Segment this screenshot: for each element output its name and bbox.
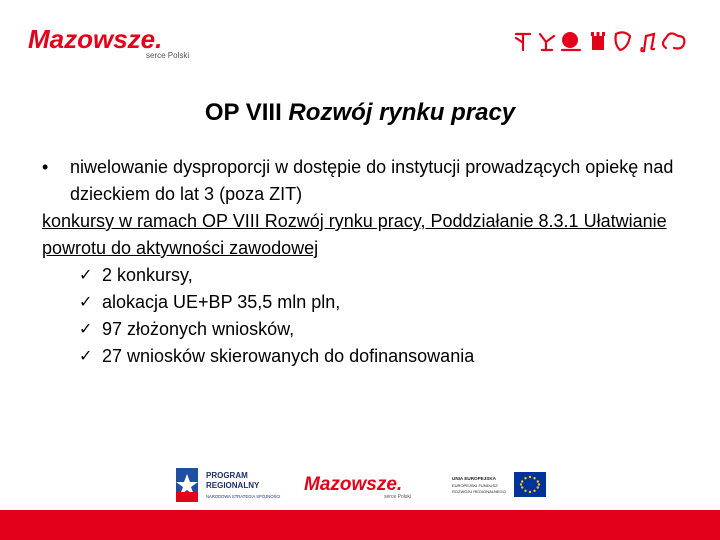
slide-content — [42, 154, 682, 370]
check-item — [42, 343, 682, 370]
check-list — [42, 262, 682, 370]
check-icon: ✓ — [79, 348, 93, 365]
check-item — [42, 316, 682, 343]
bird-icon — [540, 34, 554, 50]
program-regionalny-logo — [176, 468, 280, 502]
header-icons — [512, 28, 692, 56]
check-text: 2 konkursy, — [102, 265, 193, 285]
eu-flag-icon — [514, 472, 546, 497]
castle-icon — [591, 32, 605, 50]
check-text: 27 wniosków skierowanych do dofinansowania — [102, 346, 475, 366]
bullet-text: niwelowanie dysproporcji w dostępie do instytucji prowadzących opiekę nad dzieckiem do lat 3 (poza ZIT) — [70, 157, 674, 204]
eu-line3: ROZWOJU REGIONALNEGO — [452, 489, 506, 494]
flag-stripe — [176, 492, 198, 502]
logo-subtitle: serce Polski — [146, 51, 190, 60]
program-line2: REGIONALNY — [206, 481, 260, 490]
cloud-icon — [663, 33, 684, 48]
eu-line2: EUROPEJSKI FUNDUSZ — [452, 483, 498, 488]
slide-title — [0, 99, 720, 127]
underlined-text: konkursy w ramach OP VIII Rozwój rynku pracy, Poddziałanie 8.3.1 Ułatwianie powrotu do aktywności zawodowej — [42, 211, 667, 258]
eu-line1: UNIA EUROPEJSKA — [452, 476, 496, 481]
check-icon: ✓ — [79, 294, 93, 311]
check-item — [42, 289, 682, 316]
title-prefix: OP VIII — [204, 99, 289, 126]
check-text: alokacja UE+BP 35,5 mln pln, — [102, 292, 341, 312]
tree-icon — [516, 34, 530, 50]
title-italic: Rozwój rynku pracy — [288, 99, 516, 126]
check-icon: ✓ — [79, 321, 93, 338]
check-icon: ✓ — [79, 267, 93, 284]
bottom-red-bar — [0, 510, 720, 540]
mazowsze-footer-logo — [304, 474, 411, 500]
mask-icon — [616, 32, 631, 50]
check-text: 97 złożonych wniosków, — [102, 319, 295, 339]
logo-text: Mazowsze. — [28, 24, 163, 54]
ball-icon — [562, 32, 580, 50]
program-line1: PROGRAM — [206, 471, 248, 480]
check-item — [42, 262, 682, 289]
bullet-item — [42, 154, 682, 208]
footer-logos — [0, 462, 720, 510]
bullet-symbol: • — [42, 157, 49, 177]
mazowsze-logo — [28, 24, 208, 64]
eu-logo — [452, 472, 546, 497]
footer-logo-subtitle: serce Polski — [384, 494, 411, 500]
footer-logo-text: Mazowsze. — [304, 474, 403, 495]
note-icon — [641, 34, 654, 51]
program-line3: NARODOWA STRATEGIA SPÓJNOŚCI — [206, 494, 281, 499]
